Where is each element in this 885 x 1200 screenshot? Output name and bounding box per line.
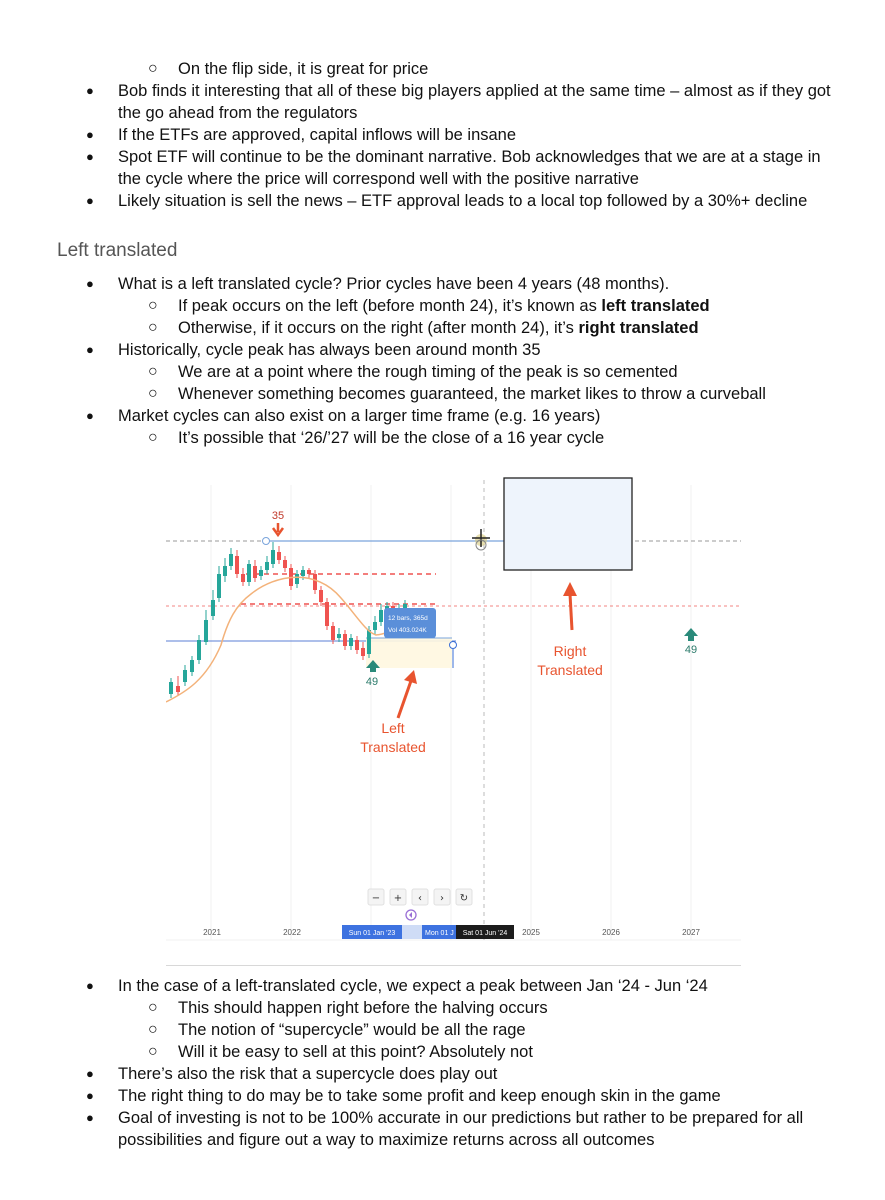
bullet-text: On the flip side, it is great for price xyxy=(178,60,429,78)
bullet-marker: ○ xyxy=(148,319,158,336)
candle-body xyxy=(349,638,353,646)
bullet-marker: ● xyxy=(86,1066,94,1081)
projection-box xyxy=(504,478,632,570)
left-label-line-2: Translated xyxy=(360,739,426,755)
range-highlight xyxy=(366,638,452,668)
zoom-in-button-label: + xyxy=(393,893,403,904)
bullet-marker: ● xyxy=(86,127,94,142)
reset-button-label: ↻ xyxy=(459,893,469,904)
connector-handle xyxy=(263,538,270,545)
svg-text:Sun 01 Jan '23: Sun 01 Jan '23 xyxy=(348,930,396,937)
candle-body xyxy=(367,630,371,654)
candle-body xyxy=(403,604,407,608)
bullet-marker: ● xyxy=(86,276,94,291)
candle-body xyxy=(217,574,221,598)
bullet-text: Bob finds it interesting that all of these big players applied at the same time – almost as if they got xyxy=(118,82,831,100)
candle-body xyxy=(204,620,208,642)
candle-body xyxy=(277,552,281,560)
x-tick-label: 2026 xyxy=(602,928,620,937)
x-tick-label: 2022 xyxy=(283,928,301,937)
bullet-marker: ● xyxy=(86,342,94,357)
candle-body xyxy=(355,640,359,650)
bullet-text: Goal of investing is not to be 100% accurate in our predictions but rather to be prepared for all xyxy=(118,1109,804,1127)
bullet-text: In the case of a left-translated cycle, we expect a peak between Jan ‘24 - Jun ‘24 xyxy=(118,977,708,995)
bullet-marker: ○ xyxy=(148,429,158,446)
candle-body xyxy=(223,566,227,576)
candle-body xyxy=(379,610,383,622)
candle-body xyxy=(197,640,201,660)
bullet-text: It’s possible that ‘26/’27 will be the close of a 16 year cycle xyxy=(178,429,605,447)
candle-body xyxy=(211,600,215,616)
svg-text:Mon 01 J: Mon 01 J xyxy=(425,930,454,937)
tooltip-line-1: 12 bars, 365d xyxy=(388,615,428,622)
candle-body xyxy=(241,574,245,582)
zoom-out-button-label: − xyxy=(371,893,381,904)
candle-body xyxy=(373,622,377,630)
bullet-text: Likely situation is sell the news – ETF approval leads to a local top followed by a 30%+ decline xyxy=(118,192,808,210)
bullet-marker: ○ xyxy=(148,385,158,402)
candle-body xyxy=(190,660,194,672)
bullet-text: Will it be easy to sell at this point? Absolutely not xyxy=(178,1043,533,1061)
candle-body xyxy=(253,566,257,578)
x-tick-label: 2021 xyxy=(203,928,221,937)
left-label-line-1: Left xyxy=(381,720,405,736)
candle-body xyxy=(313,574,317,590)
bullet-marker: ○ xyxy=(148,1043,158,1060)
x-tick-label: 2027 xyxy=(682,928,700,937)
tooltip-line-2: Vol 403.024K xyxy=(388,627,427,634)
right-label-line-1: Right xyxy=(553,643,587,659)
bullet-text: Whenever something becomes guaranteed, the market likes to throw a curveball xyxy=(178,385,766,403)
bullet-text: the go ahead from the regulators xyxy=(118,104,358,122)
bullet-marker: ○ xyxy=(148,363,158,380)
separator xyxy=(166,965,741,966)
bullet-text: If peak occurs on the left (before month 24), it’s known as left translated xyxy=(178,297,710,315)
candle-body xyxy=(235,556,239,574)
candle-body xyxy=(301,570,305,576)
bullet-text: What is a left translated cycle? Prior cycles have been 4 years (48 months). xyxy=(118,275,670,293)
candle-body xyxy=(361,648,365,656)
section-heading: Left translated xyxy=(57,240,178,261)
bullet-marker: ○ xyxy=(148,999,158,1016)
svg-text:Sat 01 Jun '24: Sat 01 Jun '24 xyxy=(462,930,508,937)
candle-body xyxy=(337,634,341,638)
bullet-text: possibilities and figure out a way to maximize returns across all outcomes xyxy=(118,1131,655,1149)
candle-body xyxy=(283,560,287,568)
candle-body xyxy=(331,626,335,640)
bullet-text: Spot ETF will continue to be the dominant narrative. Bob acknowledges that we are at a stage in xyxy=(118,148,821,166)
bullet-text: Historically, cycle peak has always been around month 35 xyxy=(118,341,541,359)
bullet-marker: ○ xyxy=(148,60,158,77)
bullet-marker: ○ xyxy=(148,297,158,314)
bullet-text: The notion of “supercycle” would be all the rage xyxy=(178,1021,526,1039)
scroll-right-button-label: › xyxy=(440,893,444,904)
bullet-marker: ● xyxy=(86,978,94,993)
candle-body xyxy=(176,686,180,692)
bullet-marker: ● xyxy=(86,83,94,98)
bullet-text: There’s also the risk that a supercycle does play out xyxy=(118,1065,498,1083)
bullet-text: If the ETFs are approved, capital inflows will be insane xyxy=(118,126,517,144)
bullet-marker: ● xyxy=(86,1088,94,1103)
peak-label: 35 xyxy=(271,510,285,522)
bullet-marker: ○ xyxy=(148,1021,158,1038)
candle-body xyxy=(307,570,311,574)
right-label-line-2: Translated xyxy=(537,662,603,678)
candle-body xyxy=(325,602,329,626)
candle-body xyxy=(265,562,269,570)
range-handle xyxy=(450,642,457,649)
chart-svg xyxy=(166,470,741,970)
bullet-text: This should happen right before the halving occurs xyxy=(178,999,548,1017)
x-tick-label: 2025 xyxy=(522,928,540,937)
candle-body xyxy=(271,550,275,564)
candle-body xyxy=(295,574,299,584)
right-annotation-arrow-icon xyxy=(570,594,572,630)
bullet-marker: ● xyxy=(86,193,94,208)
bullet-marker: ● xyxy=(86,149,94,164)
bullet-marker: ● xyxy=(86,1110,94,1125)
price-chart-screenshot xyxy=(166,470,741,970)
candle-body xyxy=(169,682,173,694)
candle-body xyxy=(229,554,233,566)
candle-body xyxy=(343,634,347,646)
marker-49-left: 49 xyxy=(365,676,379,688)
bullet-text: We are at a point where the rough timing of the peak is so cemented xyxy=(178,363,678,381)
candle-body xyxy=(259,570,263,576)
bullet-text: Otherwise, if it occurs on the right (after month 24), it’s right translated xyxy=(178,319,699,337)
bullet-text: the cycle where the price will correspond well with the positive narrative xyxy=(118,170,639,188)
bullet-text: The right thing to do may be to take some profit and keep enough skin in the game xyxy=(118,1087,721,1105)
chart-zoom-toolbar[interactable] xyxy=(368,889,472,905)
bullet-text: Market cycles can also exist on a larger time frame (e.g. 16 years) xyxy=(118,407,601,425)
bullet-marker: ● xyxy=(86,408,94,423)
marker-49-right: 49 xyxy=(684,644,698,656)
scroll-left-button-label: ‹ xyxy=(418,893,422,904)
candle-body xyxy=(183,670,187,682)
candle-body xyxy=(319,590,323,602)
candle-body xyxy=(247,564,251,582)
